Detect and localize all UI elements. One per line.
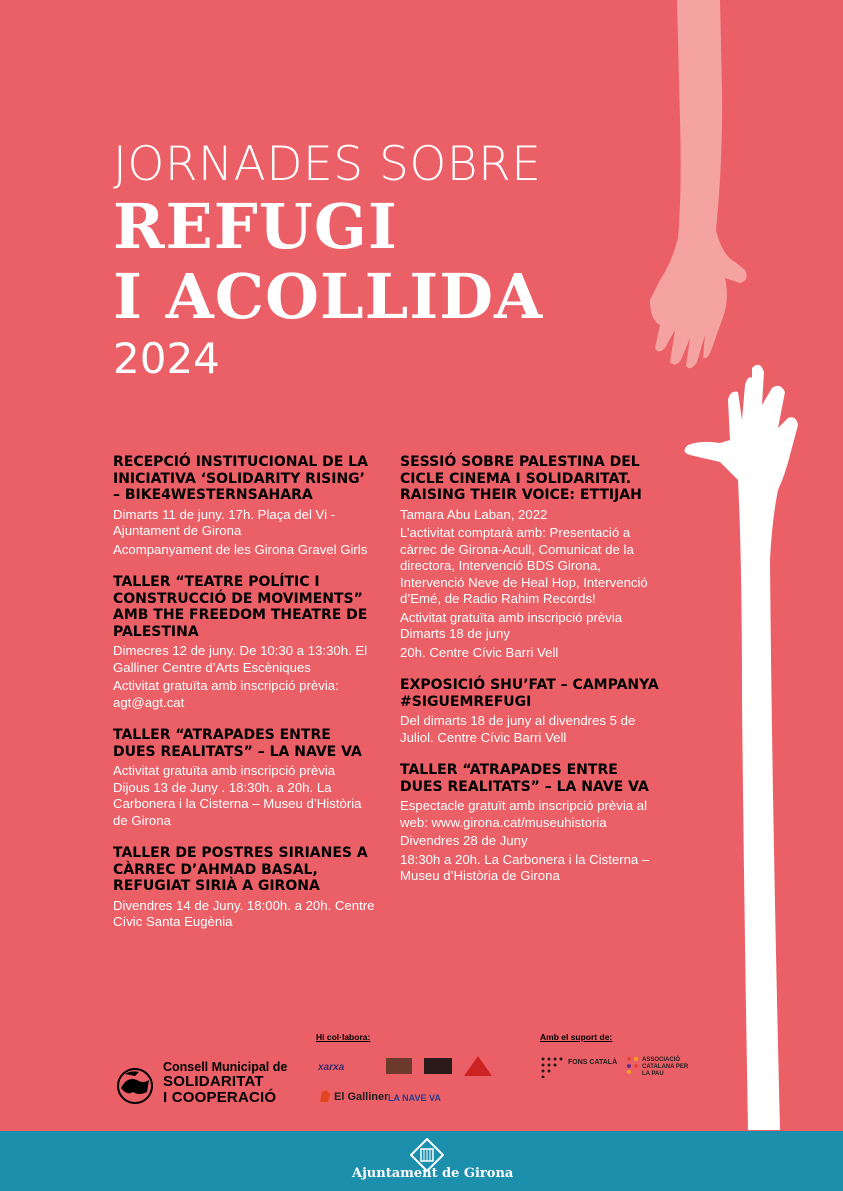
poster-title <box>113 138 543 384</box>
event-detail: Dimecres 12 de juny. De 10:30 a 13:30h. El Galliner Centre d’Arts Escèniques <box>113 643 368 675</box>
event-title: EXPOSICIÓ SHU’FAT – CAMPANYA #SIGUEMREFUGI <box>400 677 659 710</box>
collaborator-logo-nave-va: LA NAVE VA <box>388 1093 441 1103</box>
fons-catala-dots-icon <box>540 1056 564 1078</box>
event-title: TALLER DE POSTRES SIRIANES A CÀRREC D’AHMAD BASAL, REFUGIAT SIRIÀ A GIRONA <box>113 845 368 894</box>
title-main-line-1: REFUGI <box>113 190 398 263</box>
supporter-logo-fons-catala: FONS CATALÀ <box>568 1059 618 1066</box>
event-detail: L’activitat comptarà amb: Presentació a càrrec de Girona-Acull, Comunicat de la directora, Intervenció BDS Girona, Intervenció Neve de Heal Hop, Intervenció d’Emé, de Radio Rahim Records! <box>400 525 648 606</box>
event-detail: Acompanyament de les Girona Gravel Girls <box>113 541 368 557</box>
organizer-line-2: SOLIDARITAT <box>163 1073 264 1090</box>
event-detail: Divendres 28 de Juny <box>400 833 528 848</box>
collaborator-logos-group <box>386 1054 502 1082</box>
title-main-line-2: I ACOLLIDA <box>113 260 544 333</box>
upper-hand-icon <box>650 0 747 368</box>
event-detail: Divendres 14 de Juny. 18:00h. a 20h. Centre Cívic Santa Eugènia <box>113 897 375 929</box>
event-detail: 20h. Centre Cívic Barri Vell <box>400 644 559 660</box>
event-detail: 18:30h a 20h. La Carbonera i la Cisterna – Museu d’Història de Girona <box>400 851 650 883</box>
footer-text-left: Ajuntament <box>352 1166 438 1181</box>
lower-hand-icon <box>684 365 798 1130</box>
event-detail: Activitat gratuïta amb inscripció prèvia Dijous 13 de Juny . 18:30h. a 20h. La Carbonera i la Cisterna – Museu d’Història de Girona <box>113 763 362 828</box>
organizer-logo <box>113 1060 303 1110</box>
collaborator-logo-xarxa: xarxa <box>318 1062 345 1073</box>
triangle-logo-icon <box>464 1056 492 1076</box>
event <box>400 762 662 885</box>
rooster-icon <box>318 1088 332 1104</box>
event-detail: Dimarts 11 de juny. 17h. Plaça del Vi - Ajuntament de Girona <box>113 506 336 538</box>
supporter-logo-acp: ASSOCIACIÓ CATALANA PER LA PAU <box>642 1057 689 1077</box>
footer-text-right: de Girona <box>442 1166 514 1181</box>
event-detail: Del dimarts 18 de juny al divendres 5 de Juliol. Centre Cívic Barri Vell <box>400 713 636 745</box>
event <box>400 454 662 661</box>
event-detail: Activitat gratuïta amb inscripció prèvia Dimarts 18 de juny <box>400 609 623 641</box>
left-column <box>113 454 375 947</box>
event <box>113 727 375 829</box>
title-prefix: JORNADES SOBRE <box>113 137 542 192</box>
collaborator-logo-galliner: El Galliner <box>334 1091 389 1103</box>
event-detail: Tamara Abu Laban, 2022 <box>400 506 548 522</box>
organizer-line-1: Consell Municipal de <box>163 1060 288 1074</box>
event <box>400 677 662 746</box>
title-year: 2024 <box>113 334 220 383</box>
collaborators-label: Hi col·labora: <box>316 1032 371 1042</box>
event-detail: Espectacle gratuït amb inscripció prèvia al web: www.girona.cat/museuhistoria <box>400 798 648 830</box>
event <box>113 454 375 558</box>
globe-hands-icon <box>113 1066 159 1106</box>
event <box>113 574 375 711</box>
event-title: TALLER “ATRAPADES ENTRE DUES REALITATS” – LA NAVE VA <box>400 762 649 795</box>
right-column <box>400 454 662 901</box>
event-title: TALLER “TEATRE POLÍTIC I CONSTRUCCIÓ DE MOVIMENTS” AMB THE FREEDOM THEATRE DE PALESTINA <box>113 574 368 640</box>
organizer-line-3: I COOPERACIÓ <box>163 1089 277 1106</box>
supporters-label: Amb el suport de: <box>540 1032 613 1042</box>
event-title: RECEPCIÓ INSTITUCIONAL DE LA INICIATIVA ‘SOLIDARITY RISING’ – BIKE4WESTERNSAHARA <box>113 454 368 503</box>
event <box>113 845 375 931</box>
association-logo-icon <box>424 1058 452 1074</box>
footer-logo <box>352 1138 514 1184</box>
event-title: TALLER “ATRAPADES ENTRE DUES REALITATS” – LA NAVE VA <box>113 727 362 760</box>
museum-logo-icon <box>386 1058 412 1074</box>
event-title: SESSIÓ SOBRE PALESTINA DEL CICLE CINEMA I SOLIDARITAT. RAISING THEIR VOICE: ETTIJAH <box>400 454 642 503</box>
event-detail: Activitat gratuïta amb inscripció prèvia: agt@agt.cat <box>113 678 339 710</box>
acp-dots-icon <box>626 1056 640 1074</box>
